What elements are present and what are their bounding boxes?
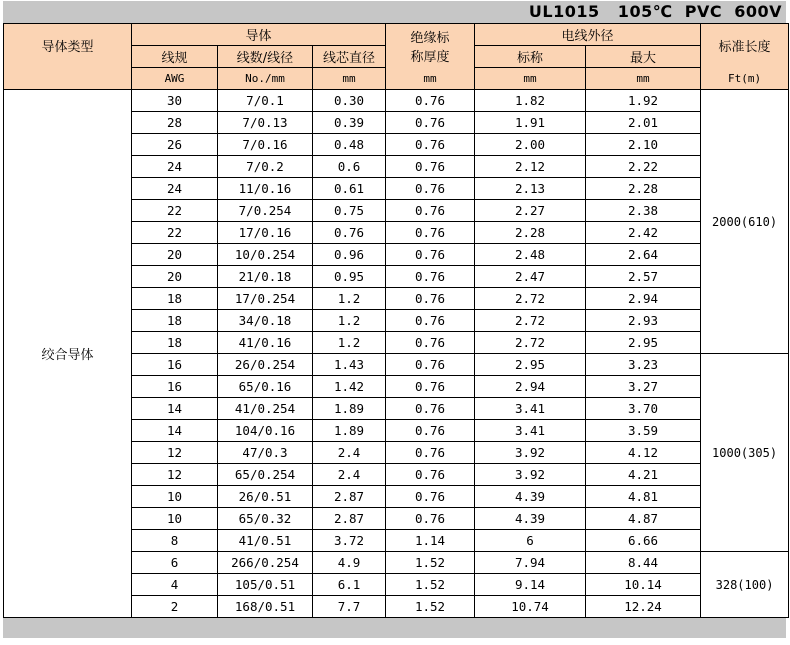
cell-max: 2.64	[586, 244, 701, 266]
cell-nominal: 4.39	[475, 486, 586, 508]
cell-strand: 65/0.32	[218, 508, 313, 530]
unit-strand: No./mm	[218, 68, 313, 90]
cell-core: 1.2	[313, 288, 386, 310]
cell-awg: 12	[132, 442, 218, 464]
cell-insulation: 0.76	[386, 112, 475, 134]
cell-awg: 20	[132, 266, 218, 288]
spec-title: UL1015 105℃ PVC 600V	[528, 2, 782, 21]
header-insulation-line2: 称厚度	[410, 49, 450, 65]
cell-insulation: 0.76	[386, 420, 475, 442]
cell-insulation: 0.76	[386, 486, 475, 508]
cell-core: 1.89	[313, 420, 386, 442]
cell-awg: 16	[132, 354, 218, 376]
cell-nominal: 10.74	[475, 596, 586, 618]
cell-nominal: 4.39	[475, 508, 586, 530]
header-nominal: 标称	[475, 46, 586, 68]
cell-insulation: 0.76	[386, 178, 475, 200]
cell-strand: 34/0.18	[218, 310, 313, 332]
header-std-length: 标准长度	[701, 24, 789, 68]
cell-strand: 65/0.16	[218, 376, 313, 398]
cell-awg: 2	[132, 596, 218, 618]
cell-max: 4.81	[586, 486, 701, 508]
cell-awg: 4	[132, 574, 218, 596]
cell-core: 0.95	[313, 266, 386, 288]
cell-awg: 14	[132, 398, 218, 420]
cell-max: 6.66	[586, 530, 701, 552]
cell-nominal: 1.82	[475, 90, 586, 112]
header-conductor-type: 导体类型	[4, 24, 132, 68]
cell-strand: 17/0.254	[218, 288, 313, 310]
cell-max: 10.14	[586, 574, 701, 596]
cell-insulation: 0.76	[386, 442, 475, 464]
header-awg: 线规	[132, 46, 218, 68]
header-row-1	[4, 24, 789, 46]
cell-awg: 12	[132, 464, 218, 486]
cell-core: 0.6	[313, 156, 386, 178]
cell-strand: 10/0.254	[218, 244, 313, 266]
cell-strand: 11/0.16	[218, 178, 313, 200]
cell-max: 8.44	[586, 552, 701, 574]
cell-insulation: 0.76	[386, 156, 475, 178]
cell-awg: 10	[132, 486, 218, 508]
cell-max: 1.92	[586, 90, 701, 112]
cell-strand: 7/0.1	[218, 90, 313, 112]
cell-core: 2.4	[313, 464, 386, 486]
cell-insulation: 0.76	[386, 200, 475, 222]
cell-insulation: 0.76	[386, 464, 475, 486]
cell-insulation: 0.76	[386, 134, 475, 156]
cell-insulation: 0.76	[386, 90, 475, 112]
header-outer-diameter: 电线外径	[475, 24, 701, 46]
header-strand: 线数/线径	[218, 46, 313, 68]
header-units-row	[4, 68, 789, 90]
cell-core: 1.43	[313, 354, 386, 376]
cell-awg: 18	[132, 332, 218, 354]
cell-nominal: 2.72	[475, 332, 586, 354]
cell-core: 1.2	[313, 332, 386, 354]
cell-nominal: 3.92	[475, 442, 586, 464]
cell-nominal: 2.13	[475, 178, 586, 200]
cell-awg: 24	[132, 178, 218, 200]
cell-core: 6.1	[313, 574, 386, 596]
cell-max: 2.01	[586, 112, 701, 134]
cell-awg: 6	[132, 552, 218, 574]
unit-max: mm	[586, 68, 701, 90]
cell-insulation: 1.52	[386, 596, 475, 618]
conductor-kind: 绞合导体	[4, 90, 132, 618]
cell-core: 0.39	[313, 112, 386, 134]
cell-max: 3.70	[586, 398, 701, 420]
cell-awg: 16	[132, 376, 218, 398]
cell-strand: 168/0.51	[218, 596, 313, 618]
unit-core: mm	[313, 68, 386, 90]
cell-awg: 26	[132, 134, 218, 156]
cell-strand: 105/0.51	[218, 574, 313, 596]
cell-strand: 41/0.16	[218, 332, 313, 354]
cell-max: 4.21	[586, 464, 701, 486]
cell-core: 0.30	[313, 90, 386, 112]
cell-awg: 18	[132, 288, 218, 310]
cell-nominal: 1.91	[475, 112, 586, 134]
cell-max: 12.24	[586, 596, 701, 618]
cell-max: 2.10	[586, 134, 701, 156]
cell-insulation: 1.52	[386, 552, 475, 574]
header-insulation-line1: 绝缘标	[410, 30, 450, 46]
cell-nominal: 6	[475, 530, 586, 552]
header-max: 最大	[586, 46, 701, 68]
cell-insulation: 0.76	[386, 354, 475, 376]
cell-nominal: 2.95	[475, 354, 586, 376]
cell-max: 4.87	[586, 508, 701, 530]
cell-core: 2.87	[313, 486, 386, 508]
cell-strand: 7/0.254	[218, 200, 313, 222]
cell-max: 2.94	[586, 288, 701, 310]
cell-strand: 41/0.51	[218, 530, 313, 552]
unit-awg: AWG	[132, 68, 218, 90]
cell-awg: 22	[132, 200, 218, 222]
unit-insulation: mm	[386, 68, 475, 90]
table-row	[4, 90, 789, 112]
cell-max: 2.93	[586, 310, 701, 332]
cell-core: 1.89	[313, 398, 386, 420]
cell-insulation: 0.76	[386, 398, 475, 420]
cell-insulation: 0.76	[386, 332, 475, 354]
cell-max: 2.42	[586, 222, 701, 244]
cell-insulation: 0.76	[386, 222, 475, 244]
cell-max: 4.12	[586, 442, 701, 464]
cell-max: 2.95	[586, 332, 701, 354]
cell-strand: 26/0.51	[218, 486, 313, 508]
cell-awg: 28	[132, 112, 218, 134]
cell-awg: 10	[132, 508, 218, 530]
cell-max: 3.59	[586, 420, 701, 442]
cell-strand: 41/0.254	[218, 398, 313, 420]
header-conductor: 导体	[132, 24, 386, 46]
cell-nominal: 2.28	[475, 222, 586, 244]
title-bar	[3, 1, 786, 23]
cell-nominal: 2.27	[475, 200, 586, 222]
cell-core: 4.9	[313, 552, 386, 574]
header-insulation	[386, 24, 475, 68]
cell-awg: 14	[132, 420, 218, 442]
cell-strand: 266/0.254	[218, 552, 313, 574]
cell-nominal: 3.41	[475, 398, 586, 420]
cell-nominal: 2.72	[475, 288, 586, 310]
cell-insulation: 0.76	[386, 266, 475, 288]
cell-max: 3.23	[586, 354, 701, 376]
cell-core: 7.7	[313, 596, 386, 618]
cell-core: 1.2	[313, 310, 386, 332]
cell-core: 3.72	[313, 530, 386, 552]
cell-strand: 21/0.18	[218, 266, 313, 288]
cell-core: 0.76	[313, 222, 386, 244]
cell-insulation: 1.52	[386, 574, 475, 596]
header-core-diameter: 线芯直径	[313, 46, 386, 68]
cell-strand: 7/0.2	[218, 156, 313, 178]
cell-nominal: 9.14	[475, 574, 586, 596]
cell-insulation: 0.76	[386, 376, 475, 398]
cell-nominal: 7.94	[475, 552, 586, 574]
cell-core: 2.87	[313, 508, 386, 530]
unit-length: Ft(m)	[701, 68, 789, 90]
cell-max: 2.28	[586, 178, 701, 200]
cell-insulation: 0.76	[386, 508, 475, 530]
cell-nominal: 2.48	[475, 244, 586, 266]
cell-max: 2.22	[586, 156, 701, 178]
cell-max: 2.57	[586, 266, 701, 288]
cell-insulation: 0.76	[386, 244, 475, 266]
cell-max: 3.27	[586, 376, 701, 398]
cell-nominal: 2.00	[475, 134, 586, 156]
spec-table	[3, 23, 789, 618]
bottom-bar	[3, 618, 786, 638]
cell-core: 1.42	[313, 376, 386, 398]
cell-strand: 17/0.16	[218, 222, 313, 244]
cell-awg: 24	[132, 156, 218, 178]
unit-nominal: mm	[475, 68, 586, 90]
cell-strand: 7/0.13	[218, 112, 313, 134]
cell-insulation: 0.76	[386, 310, 475, 332]
cell-nominal: 2.47	[475, 266, 586, 288]
cell-strand: 104/0.16	[218, 420, 313, 442]
cell-awg: 8	[132, 530, 218, 552]
cell-core: 0.61	[313, 178, 386, 200]
cell-strand: 65/0.254	[218, 464, 313, 486]
cell-nominal: 3.41	[475, 420, 586, 442]
cell-nominal: 3.92	[475, 464, 586, 486]
cell-core: 2.4	[313, 442, 386, 464]
cell-insulation: 0.76	[386, 288, 475, 310]
cell-awg: 22	[132, 222, 218, 244]
cell-core: 0.96	[313, 244, 386, 266]
cell-core: 0.48	[313, 134, 386, 156]
cell-nominal: 2.94	[475, 376, 586, 398]
cell-strand: 26/0.254	[218, 354, 313, 376]
cell-awg: 18	[132, 310, 218, 332]
cell-strand: 7/0.16	[218, 134, 313, 156]
cell-max: 2.38	[586, 200, 701, 222]
length-group-1: 2000(610)	[701, 90, 789, 354]
cell-nominal: 2.12	[475, 156, 586, 178]
cell-nominal: 2.72	[475, 310, 586, 332]
cell-insulation: 1.14	[386, 530, 475, 552]
cell-strand: 47/0.3	[218, 442, 313, 464]
cell-core: 0.75	[313, 200, 386, 222]
cell-awg: 20	[132, 244, 218, 266]
length-group-3: 328(100)	[701, 552, 789, 618]
cell-awg: 30	[132, 90, 218, 112]
length-group-2: 1000(305)	[701, 354, 789, 552]
